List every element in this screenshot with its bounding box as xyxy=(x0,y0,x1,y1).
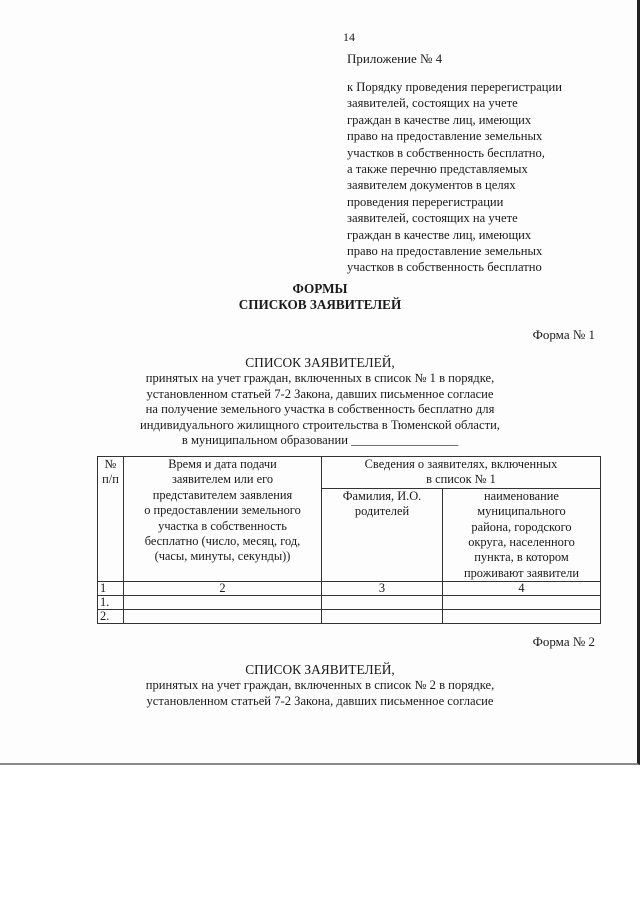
form1-label: Форма № 1 xyxy=(532,327,595,342)
header-text: округа, населенного xyxy=(468,535,575,550)
column-number-row xyxy=(98,582,601,596)
applicants-table xyxy=(97,456,601,624)
table-cell xyxy=(322,610,443,624)
form2-subtitle xyxy=(0,678,640,709)
table-header-row xyxy=(98,457,601,489)
table-cell xyxy=(443,596,601,610)
form1-subtitle-line: в муниципальном образовании _________________ xyxy=(181,433,459,448)
header-text: № xyxy=(104,457,117,471)
header-applicant-info xyxy=(322,457,601,489)
form1-subtitle-line: на получение земельного участка в собственность бесплатно для xyxy=(145,402,495,417)
header-text: пункта, в котором xyxy=(474,550,569,565)
page-number: 14 xyxy=(343,30,355,44)
appendix-line: участков в собственность бесплатно, xyxy=(347,145,545,160)
header-text: родителей xyxy=(354,504,410,519)
header-text: о предоставлении земельного xyxy=(144,503,301,518)
header-text: заявителем или его xyxy=(171,472,274,487)
appendix-title: Приложение № 4 xyxy=(347,51,443,66)
appendix-line: заявителей, состоящих на учете xyxy=(347,211,518,226)
form1-list-title: СПИСОК ЗАЯВИТЕЛЕЙ, xyxy=(245,355,395,370)
column-number: 2 xyxy=(124,582,322,596)
appendix-line: к Порядку проведения перерегистрации xyxy=(347,80,562,94)
appendix-line: заявителей, состоящих на учете xyxy=(347,96,518,111)
form2-label: Форма № 2 xyxy=(532,634,595,649)
form1-subtitle-line: принятых на учет граждан, включенных в список № 1 в порядке, xyxy=(145,371,495,385)
forms-heading-line: ФОРМЫ xyxy=(292,281,348,296)
header-text: бесплатно (число, месяц, год, xyxy=(144,534,301,549)
appendix-line: участков в собственность бесплатно xyxy=(347,260,542,275)
appendix-line: а также перечню представляемых xyxy=(347,162,528,177)
header-text: Фамилия, И.О. xyxy=(342,488,422,503)
header-text: представителем заявления xyxy=(152,487,293,502)
column-number: 3 xyxy=(322,582,443,596)
form1-subtitle xyxy=(0,371,640,449)
header-text: района, городского xyxy=(471,519,572,534)
appendix-line: право на предоставление земельных xyxy=(347,244,543,259)
header-parents-name xyxy=(322,488,443,581)
header-text: в список № 1 xyxy=(426,472,496,487)
form2-subtitle-line: принятых на учет граждан, включенных в список № 2 в порядке, xyxy=(145,678,495,692)
table-cell xyxy=(443,610,601,624)
column-number: 4 xyxy=(443,582,601,596)
form1-subtitle-line: установленном статьей 7-2 Закона, давших письменное согласие xyxy=(146,386,494,401)
header-date-time xyxy=(124,457,322,582)
appendix-description xyxy=(347,79,612,276)
forms-heading xyxy=(0,281,640,313)
appendix-line: граждан в качестве лиц, имеющих xyxy=(347,227,532,242)
header-text: участка в собственность xyxy=(158,518,287,533)
appendix-line: заявителем документов в целях xyxy=(347,178,516,193)
table-cell xyxy=(124,596,322,610)
table-cell xyxy=(124,610,322,624)
header-number xyxy=(98,457,124,582)
header-text: п/п xyxy=(102,472,119,487)
header-municipality xyxy=(443,488,601,581)
column-number: 1 xyxy=(98,582,124,596)
appendix-line: граждан в качестве лиц, имеющих xyxy=(347,112,532,127)
row-number: 1. xyxy=(98,596,124,610)
forms-heading-line: СПИСКОВ ЗАЯВИТЕЛЕЙ xyxy=(238,297,402,312)
header-text: (часы, минуты, секунды)) xyxy=(154,549,291,564)
table-row xyxy=(98,596,601,610)
appendix-line: проведения перерегистрации xyxy=(347,194,504,209)
header-text: Сведения о заявителях, включенных xyxy=(364,457,558,471)
header-text: муниципального xyxy=(477,504,566,519)
table-cell xyxy=(322,596,443,610)
appendix-line: право на предоставление земельных xyxy=(347,129,543,144)
row-number: 2. xyxy=(98,610,124,624)
form2-subtitle-line: установленном статьей 7-2 Закона, давших письменное согласие xyxy=(146,693,494,708)
header-text: проживают заявители xyxy=(463,565,579,580)
header-text: Время и дата подачи xyxy=(168,457,277,471)
header-text: наименование xyxy=(484,488,559,503)
form1-subtitle-line: индивидуального жилищного строительства в Тюменской области, xyxy=(140,417,500,432)
table-row xyxy=(98,610,601,624)
form2-list-title: СПИСОК ЗАЯВИТЕЛЕЙ, xyxy=(245,662,395,677)
